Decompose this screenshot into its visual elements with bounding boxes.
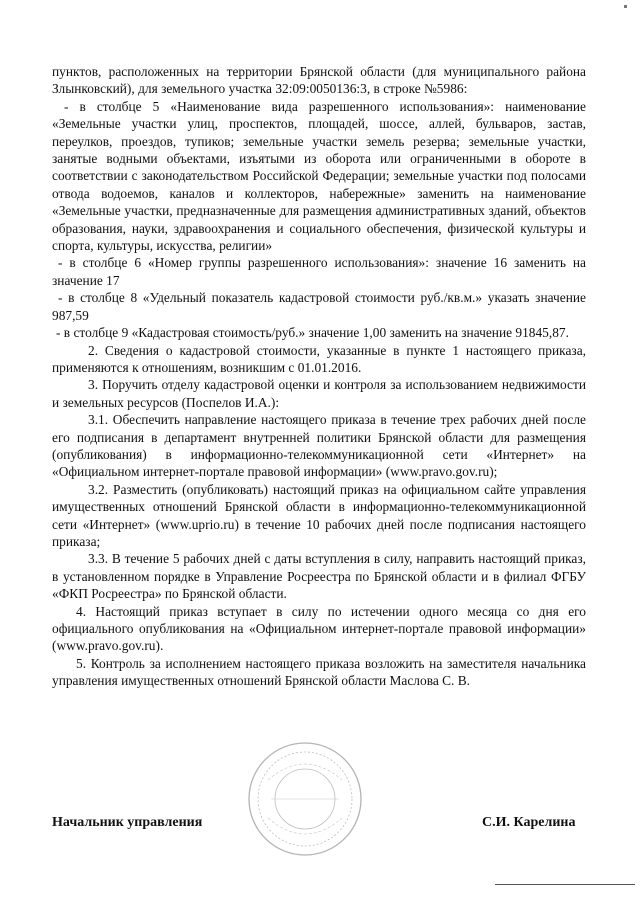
signatory-name: С.И. Карелина: [482, 815, 576, 830]
paragraph: 3.1. Обеспечить направление настоящего приказа в течение трех рабочих дней после его подписания в департамент внутренней политики Брянской области для размещения (опубликования) в информационно-телекоммуникационной сети «Интернет» на «Официальном интернет-портале правовой информации» (www.pravo.gov.ru);: [52, 412, 586, 480]
paragraph: - в столбце 5 «Наименование вида разрешенного использования»: наименование «Земельные участки улиц, проспектов, площадей, шоссе, аллей, бульваров, застав, переулков, проездов, тупиков; земельные участки земель резерва; земельные участки, занятые водными объектами, изъятыми из оборота или ограниченными в обороте в соответствии с законодательством Российской Федерации; земельные участки под полосами отвода водоемов, каналов и коллекторов, набережные» заменить на наименование «Земельные участки, предназначенные для размещения административных зданий, объектов образования, науки, здравоохранения и социального обеспечения, физической культуры и спорта, культуры, искусства, религии»: [52, 98, 586, 254]
paragraph: - в столбце 9 «Кадастровая стоимость/руб.» значение 1,00 заменить на значение 91845,87.: [56, 325, 569, 341]
footer-line: [495, 884, 635, 885]
paragraph: - в столбце 8 «Удельный показатель кадастровой стоимости руб./кв.м.» указать значение 987,59: [52, 290, 586, 323]
paragraph: пунктов, расположенных на территории Брянской области (для муниципального района Злынковский), для земельного участка 32:09:0050136:3, в строке №5986:: [52, 64, 586, 97]
paragraph: 3. Поручить отделу кадастровой оценки и контроля за использованием недвижимости и земельных ресурсов (Поспелов И.А.):: [52, 377, 586, 410]
paragraph: - в столбце 6 «Номер группы разрешенного использования»: значение 16 заменить на значение 17: [52, 255, 586, 288]
document-body: [52, 63, 586, 690]
paragraph: 3.3. В течение 5 рабочих дней с даты вступления в силу, направить настоящий приказ, в установленном порядке в Управление Росреестра по Брянской области и в филиал ФГБУ «ФКП Росреестра» по Брянской области.: [52, 551, 586, 602]
scan-mark: [624, 5, 628, 9]
paragraph: 4. Настоящий приказ вступает в силу по истечении одного месяца со дня его официального опубликования на «Официальном интернет-портале правовой информации» (www.pravo.gov.ru).: [52, 603, 586, 654]
paragraph: 3.2. Разместить (опубликовать) настоящий приказ на официальном сайте управления имущественных отношений Брянской области в информационно-телекоммуникационной сети «Интернет» (www.uprio.ru) в течение 10 рабочих дней после подписания настоящего приказа;: [52, 481, 586, 549]
paragraph: 2. Сведения о кадастровой стоимости, указанные в пункте 1 настоящего приказа, применяются к отношениям, возникшим с 01.01.2016.: [52, 342, 586, 375]
signatory-position: Начальник управления: [52, 815, 203, 830]
official-seal-stamp: [246, 740, 364, 858]
paragraph: 5. Контроль за исполнением настоящего приказа возложить на заместителя начальника управления имущественных отношений Брянской области Маслова С. В.: [52, 655, 586, 689]
